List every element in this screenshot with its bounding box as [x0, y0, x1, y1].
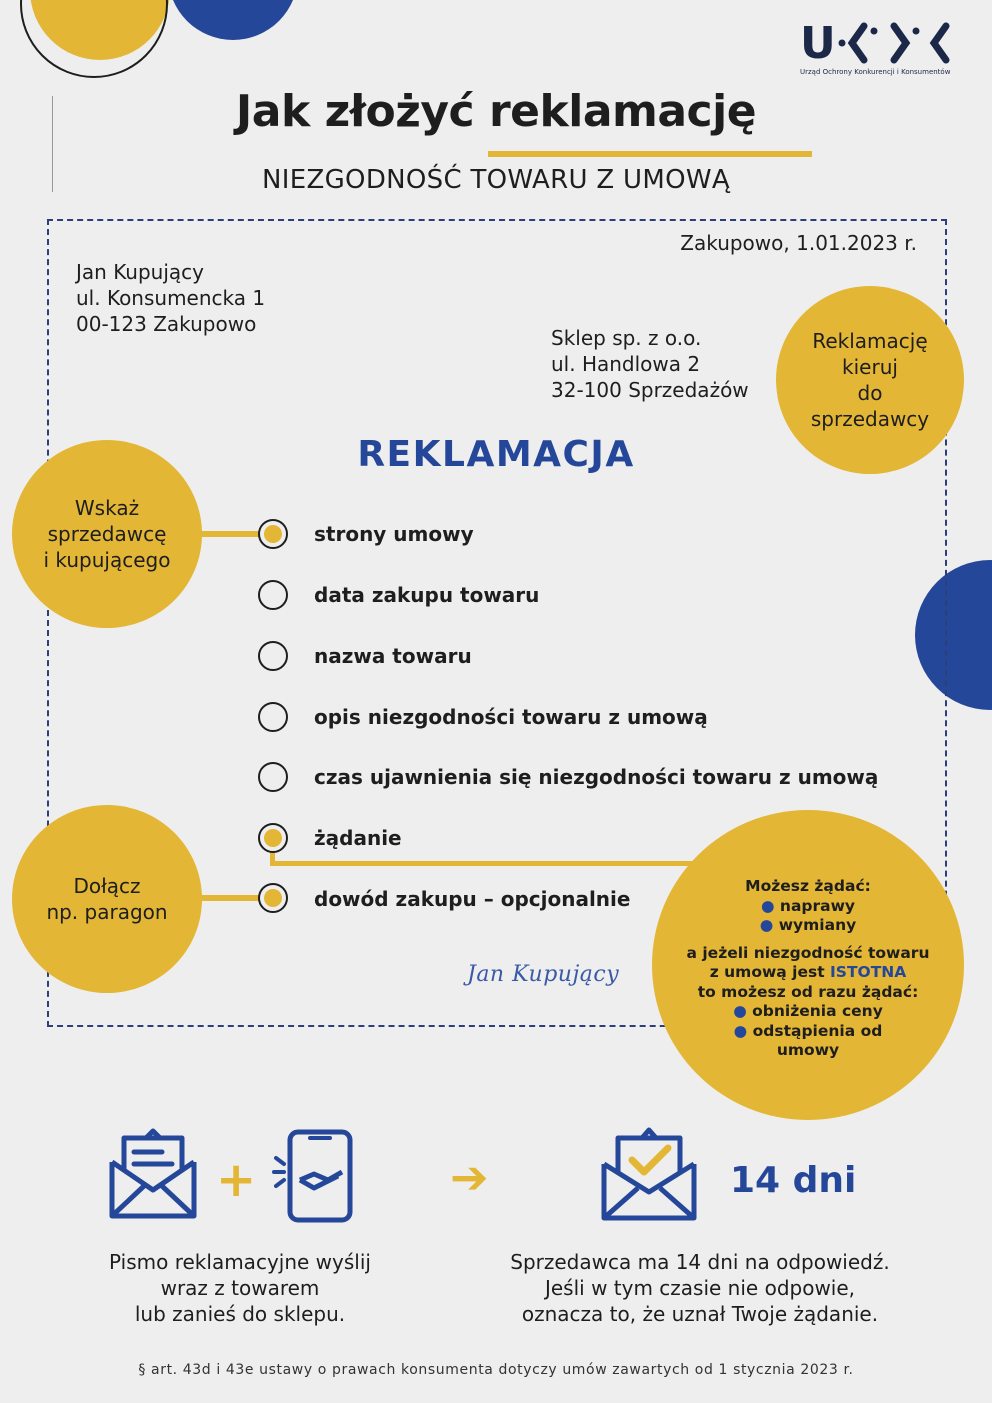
title-part-2: reklamację: [488, 86, 757, 137]
checkbox-demand: [258, 823, 288, 853]
letter-heading: REKLAMACJA: [357, 434, 635, 475]
plus-sign: +: [216, 1152, 257, 1208]
demands-intro: Możesz żądać:: [745, 877, 871, 895]
title-underline: [488, 151, 812, 157]
recipient-street: ul. Handlowa 2: [551, 352, 701, 376]
bubble-demands-text: [662, 877, 954, 1061]
bullet-icon: ●: [733, 1021, 748, 1040]
checkbox-nonconformity-time: [258, 762, 288, 792]
item-purchase-date: data zakupu towaru: [314, 583, 540, 607]
page-subtitle: NIEZGODNOŚĆ TOWARU Z UMOWĄ: [262, 165, 730, 195]
demand-withdrawal-tail: umowy: [776, 1041, 840, 1059]
send-line-3: lub zanieś do sklepu.: [134, 1302, 346, 1326]
sender-city: 00-123 Zakupowo: [76, 312, 257, 336]
bubble-attach-text: [12, 805, 202, 993]
bubble-direct-line-3: do: [857, 381, 883, 405]
checkbox-proof-of-purchase: [258, 883, 288, 913]
item-proof-of-purchase: dowód zakupu – opcjonalnie: [314, 887, 631, 911]
bubble-parties-line-2: sprzedawcę: [47, 522, 167, 546]
page-title: [0, 86, 992, 137]
envelope-letter-icon: [108, 1128, 198, 1222]
sender-name: Jan Kupujący: [76, 260, 204, 284]
demands-condition-line-1: a jeżeli niezgodność towaru: [686, 943, 930, 962]
demands-condition-line-3: to możesz od razu żądać:: [697, 982, 919, 1001]
uokik-logo: [800, 18, 955, 76]
bubble-parties-line-1: Wskaż: [74, 496, 140, 520]
envelope-check-icon: [600, 1124, 698, 1222]
bubble-direct-line-2: kieruj: [842, 355, 898, 379]
send-line-2: wraz z towarem: [160, 1276, 320, 1300]
item-product-name: nazwa towaru: [314, 644, 472, 668]
logo-subtitle: Urząd Ochrony Konkurencji i Konsumentów: [800, 68, 951, 76]
checkbox-purchase-date: [258, 580, 288, 610]
response-line-3: oznacza to, że uznał Twoje żądanie.: [521, 1302, 879, 1326]
bubble-parties-text: [12, 440, 202, 628]
demand-replacement: ● wymiany: [759, 916, 857, 934]
send-line-1: Pismo reklamacyjne wyślij: [109, 1250, 371, 1274]
response-line-2: Jeśli w tym czasie nie odpowie,: [544, 1276, 856, 1300]
bubble-direct-line-1: Reklamację: [812, 329, 928, 353]
letter-date: Zakupowo, 1.01.2023 r.: [680, 231, 917, 255]
checkbox-product-name: [258, 641, 288, 671]
response-days: 14 dni: [730, 1160, 857, 1201]
checkbox-nonconformity-description: [258, 702, 288, 732]
decor-blue-circle-top: [168, 0, 298, 40]
sender-street: ul. Konsumencka 1: [76, 286, 266, 310]
bubble-parties-line-3: i kupującego: [43, 548, 171, 572]
item-demand: żądanie: [314, 826, 402, 850]
uokik-logo-mark: [800, 18, 955, 64]
response-line-1: Sprzedawca ma 14 dni na odpowiedź.: [510, 1250, 890, 1274]
sender-address: [76, 259, 265, 337]
recipient-address: [551, 325, 749, 403]
arrow-right-icon: ➔: [450, 1150, 489, 1204]
package-phone-icon: [272, 1128, 354, 1224]
seller-response-info: [480, 1249, 920, 1327]
decor-outline-circle-top: [20, 0, 168, 78]
demands-condition-line-2: z umową jest ISTOTNA: [709, 963, 907, 981]
demand-repair: ● naprawy: [760, 896, 856, 915]
checkbox-contract-parties: [258, 519, 288, 549]
send-instructions: [70, 1249, 410, 1327]
item-contract-parties: strony umowy: [314, 522, 474, 546]
demand-price-reduction: ● obniżenia ceny: [733, 1002, 883, 1020]
bullet-icon: ●: [760, 896, 775, 915]
bullet-icon: ●: [759, 916, 774, 934]
demand-withdrawal: ● odstąpienia od: [733, 1021, 883, 1040]
recipient-city: 32-100 Sprzedażów: [551, 378, 749, 402]
bubble-attach-line-1: Dołącz: [73, 874, 141, 898]
bubble-direct-line-4: sprzedawcy: [810, 407, 930, 431]
connector-demand-horizontal: [270, 861, 700, 866]
recipient-name: Sklep sp. z o.o.: [551, 326, 702, 350]
legal-footnote: § art. 43d i 43e ustawy o prawach konsumenta dotyczy umów zawartych od 1 stycznia 2023 r.: [138, 1362, 854, 1378]
signature: Jan Kupujący: [467, 962, 620, 987]
svg-text:U: U: [800, 18, 836, 64]
bubble-attach-line-2: np. paragon: [46, 900, 168, 924]
item-nonconformity-time: czas ujawnienia się niezgodności towaru z umową: [314, 765, 879, 789]
item-nonconformity-description: opis niezgodności towaru z umową: [314, 705, 708, 729]
bullet-icon: ●: [733, 1002, 747, 1020]
significant-label: ISTOTNA: [830, 963, 907, 981]
title-part-1: Jak złożyć: [235, 86, 475, 137]
